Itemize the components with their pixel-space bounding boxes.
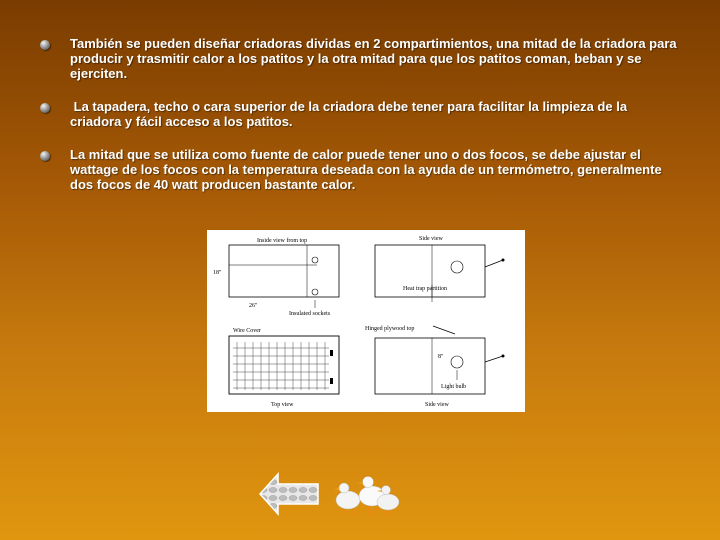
insulated-sockets-label: Insulated sockets bbox=[289, 311, 331, 317]
left-arrow-icon bbox=[258, 470, 320, 518]
top-view-label: Top view bbox=[271, 402, 294, 408]
light-bulb-icon bbox=[451, 261, 463, 273]
light-bulb-label: Light bulb bbox=[441, 384, 467, 390]
inside-view-box bbox=[229, 245, 339, 297]
hinged-plywood-top-label: Hinged plywood top bbox=[365, 326, 415, 332]
wire-cover-box bbox=[229, 336, 339, 394]
side-view-label-top: Side view bbox=[419, 236, 443, 242]
inside-view-label: Inside view from top bbox=[257, 238, 308, 244]
bullet-list bbox=[40, 36, 680, 210]
dim-8-label: 8" bbox=[438, 354, 444, 360]
dim-26-label: 26" bbox=[249, 303, 258, 309]
back-arrow-button[interactable] bbox=[258, 470, 320, 518]
bullet-text: También se pueden diseñar criadoras dividas en 2 compartimientos, una mitad de la criadora para producir y trasmitir calor a los patitos y la otra mitad para que los patitos coman, beban y se ejerciten. bbox=[70, 36, 677, 81]
bullet-item bbox=[40, 99, 680, 129]
bullet-item bbox=[40, 36, 680, 81]
bullet-item bbox=[40, 147, 680, 192]
light-bulb-icon bbox=[451, 356, 463, 368]
ducks-icon bbox=[332, 466, 402, 520]
socket-icon bbox=[312, 257, 318, 263]
wire-cover-label: Wire Cover bbox=[233, 328, 261, 334]
ducks-illustration bbox=[332, 466, 402, 520]
side-view-label-bottom: Side view bbox=[425, 402, 449, 408]
bullet-icon bbox=[40, 40, 50, 50]
bullet-text: La mitad que se utiliza como fuente de calor puede tener uno o dos focos, se debe ajustar el wattage de los focos con la temperatura deseada con la ayuda de un termómetro, generalmente dos focos de 40 watt producen bastante calor. bbox=[70, 147, 662, 192]
brooder-diagram-svg bbox=[207, 230, 525, 412]
brooder-diagram bbox=[207, 230, 525, 412]
socket-icon bbox=[312, 289, 318, 295]
bullet-text: La tapadera, techo o cara superior de la criadora debe tener para facilitar la limpieza de la criadora y fácil acceso a los patitos. bbox=[70, 99, 631, 129]
side-view-box-bottom bbox=[375, 338, 485, 394]
heat-trap-partition-label: Heat trap partition bbox=[403, 286, 447, 292]
bullet-icon bbox=[40, 103, 50, 113]
wire-mesh bbox=[233, 342, 329, 390]
bullet-icon bbox=[40, 151, 50, 161]
dim-18-label: 18" bbox=[213, 270, 222, 276]
